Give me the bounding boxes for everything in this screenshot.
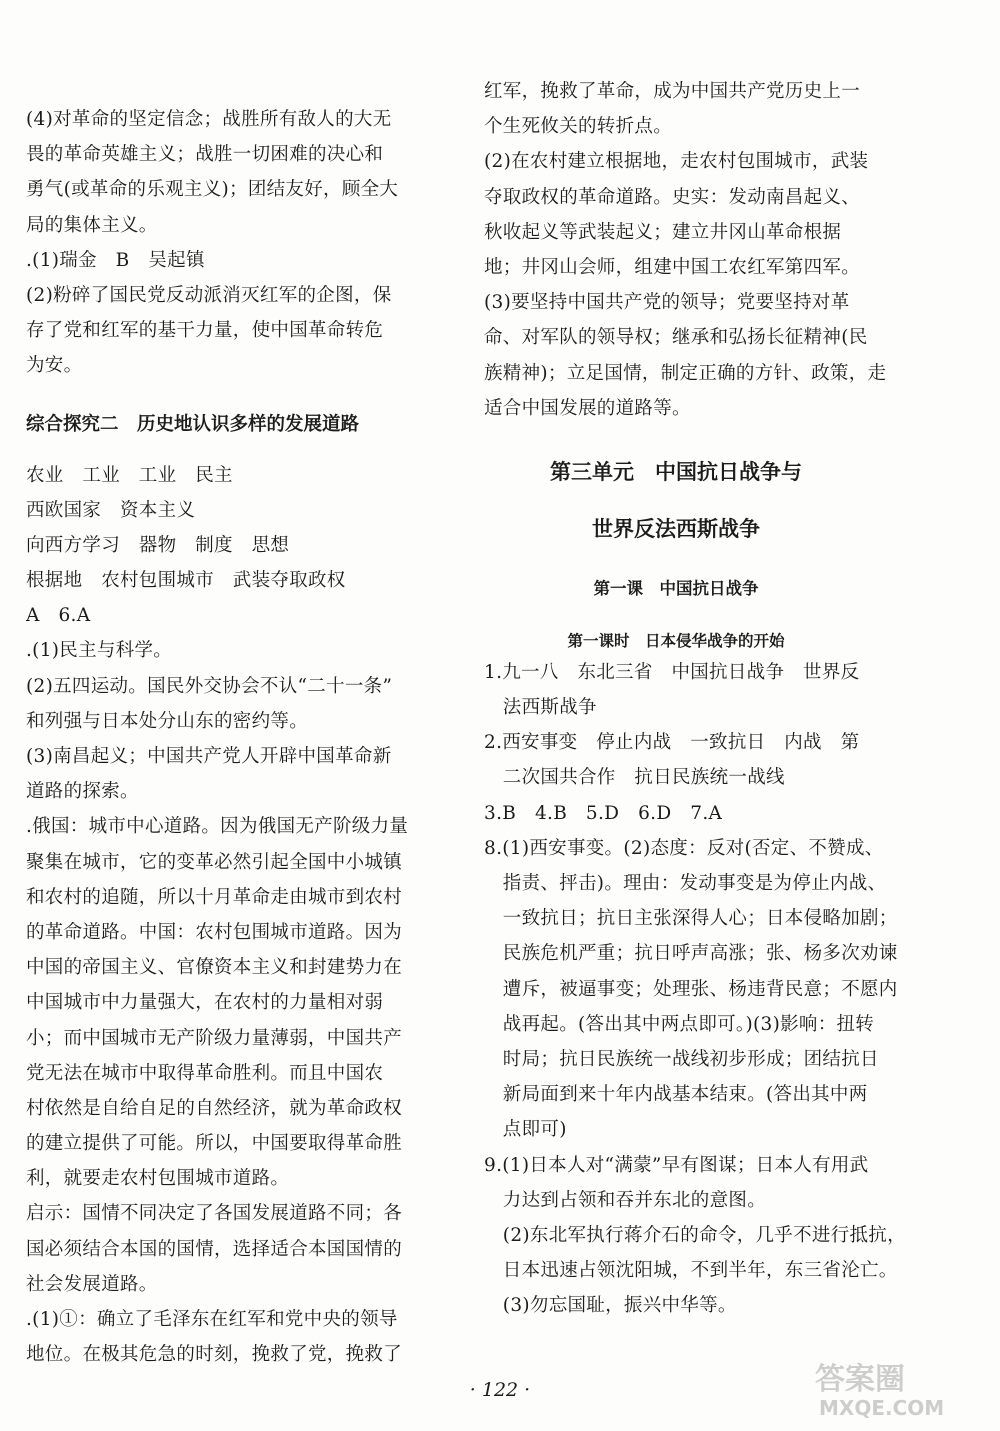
period-title: 第一课时 日本侵华战争的开始 — [567, 631, 785, 650]
text-line: 民族危机严重；抗日呼声高涨；张、杨多次劝谏 — [484, 943, 898, 965]
unit-subtitle: 世界反法西斯战争 — [592, 516, 760, 541]
left-answers-a — [26, 102, 426, 384]
text-line: A 6.A — [26, 605, 91, 627]
text-line: 命、对军队的领导权；继承和弘扬长征精神(民 — [484, 327, 868, 349]
text-line: 国必须结合本国的国情，选择适合本国国情的 — [26, 1238, 403, 1260]
text-line: (3)要坚持中国共产党的领导；党要坚持对革 — [484, 292, 850, 314]
text-line: 的建立提供了可能。所以，中国要取得革命胜 — [26, 1133, 403, 1155]
text-line: 二次国共合作 抗日民族统一战线 — [484, 767, 785, 789]
text-line: 为安。 — [26, 355, 83, 377]
text-line: 党无法在城市中取得革命胜利。而且中国农 — [26, 1062, 384, 1084]
text-line: (3)勿忘国耻，振兴中华等。 — [484, 1295, 737, 1317]
text-line: 1.九一八 东北三省 中国抗日战争 世界反 — [484, 661, 860, 683]
page-number: · 122 · — [469, 1379, 531, 1401]
text-line: 启示：国情不同决定了各国发展道路不同；各 — [26, 1203, 403, 1225]
watermark-top-text: 答案圈 — [815, 1362, 905, 1397]
text-line: 族精神)；立足国情，制定正确的方针、政策，走 — [484, 362, 887, 384]
text-line: 2.西安事变 停止内战 一致抗日 内战 第 — [484, 732, 860, 754]
text-line: .(1)民主与科学。 — [26, 640, 173, 662]
text-line: 夺取政权的革命道路。史实：发动南昌起义、 — [484, 186, 861, 208]
text-line: .(1)①：确立了毛泽东在红军和党中央的领导 — [26, 1309, 398, 1330]
text-line: 道路的探索。 — [26, 781, 139, 803]
text-line: 地位。在极其危急的时刻，挽救了党，挽救了 — [26, 1344, 403, 1366]
text-line: 的革命道路。中国：农村包围城市道路。因为 — [26, 921, 403, 943]
unit-title: 第三单元 中国抗日战争与 — [550, 459, 802, 484]
text-line: 中国城市中力量强大，在农村的力量相对弱 — [26, 992, 384, 1014]
text-line: 和列强与日本处分山东的密约等。 — [26, 710, 309, 732]
text-line: 存了党和红军的基干力量，使中国革命转危 — [26, 320, 384, 342]
text-line: 村依然是自给自足的自然经济，就为革命政权 — [26, 1097, 403, 1119]
text-line: 根据地 农村包围城市 武装夺取政权 — [26, 570, 346, 592]
text-line: (2)东北军执行蒋介石的命令，几乎不进行抵抗， — [484, 1224, 906, 1246]
text-line: 8.(1)西安事变。(2)态度：反对(否定、不赞成、 — [484, 837, 884, 859]
right-column — [484, 74, 906, 1323]
text-line: 新局面到来十年内战基本结束。(答出其中两 — [484, 1084, 868, 1106]
text-line: 3.B 4.B 5.D 6.D 7.A — [484, 802, 723, 824]
text-line: 聚集在城市，它的变革必然引起全国中小城镇 — [26, 851, 403, 873]
watermark-bottom-text: MXQE.COM — [819, 1396, 945, 1420]
right-answers-a — [484, 74, 887, 426]
text-line: 小；而中国城市无产阶级力量薄弱，中国共产 — [26, 1027, 403, 1049]
text-line: (2)粉碎了国民党反动派消灭红军的企图，保 — [26, 284, 392, 306]
left-column — [26, 102, 426, 1372]
left-answers-b — [26, 458, 426, 1373]
text-line: (2)在农村建立根据地，走农村包围城市，武装 — [484, 151, 869, 173]
text-line: 战再起。(答出其中两点即可。)(3)影响：扭转 — [484, 1013, 875, 1035]
text-line: 畏的革命英雄主义；战胜一切困难的决心和 — [26, 144, 384, 166]
text-line: 遭斥，被逼事变；处理张、杨违背民意；不愿内 — [484, 978, 898, 1000]
text-line: 利，就要走农村包围城市道路。 — [26, 1168, 290, 1190]
text-line: 9.(1)日本人对“满蒙”早有图谋；日本人有用武 — [484, 1154, 869, 1176]
watermark-logo — [807, 1353, 982, 1421]
text-line: (4)对革命的坚定信念；战胜所有敌人的大无 — [26, 109, 392, 130]
text-line: 向西方学习 器物 制度 思想 — [26, 534, 290, 556]
text-line: 点即可) — [484, 1119, 567, 1141]
text-line: 指责、抨击)。理由：发动事变是为停止内战、 — [484, 873, 887, 894]
text-line: 力达到占领和吞并东北的意图。 — [484, 1189, 767, 1211]
text-line: 时局；抗日民族统一战线初步形成；团结抗日 — [484, 1048, 879, 1070]
text-line: 一致抗日；抗日主张深得人心；日本侵略加剧； — [484, 908, 898, 930]
text-line: 中国的帝国主义、官僚资本主义和封建势力在 — [26, 957, 403, 979]
text-line: 勇气(或革命的乐观主义)；团结友好，顾全大 — [26, 179, 399, 201]
text-line: 个生死攸关的转折点。 — [484, 116, 673, 138]
text-line: .俄国：城市中心道路。因为俄国无产阶级力量 — [26, 816, 409, 838]
text-line: 和农村的追随，所以十月革命走由城市到农村 — [26, 886, 403, 908]
text-line: 红军，挽救了革命，成为中国共产党历史上一 — [484, 81, 861, 102]
text-line: 社会发展道路。 — [26, 1273, 158, 1295]
text-line: 地；井冈山会师，组建中国工农红军第四军。 — [484, 256, 861, 278]
text-line: 适合中国发展的道路等。 — [484, 397, 691, 419]
lesson-title: 第一课 中国抗日战争 — [593, 578, 759, 598]
text-line: (2)五四运动。国民外交协会不认“二十一条” — [26, 675, 393, 697]
text-line: 日本迅速占领沈阳城，不到半年，东三省沦亡。 — [484, 1260, 898, 1282]
section-heading: 综合探究二 历史地认识多样的发展道路 — [26, 413, 360, 435]
text-line: 局的集体主义。 — [26, 214, 158, 236]
right-answers-b — [484, 655, 906, 1324]
text-line: (3)南昌起义；中国共产党人开辟中国革命新 — [26, 746, 392, 767]
text-line: .(1)瑞金 B 吴起镇 — [26, 249, 205, 271]
text-line: 秋收起义等武装起义；建立井冈山革命根据 — [484, 221, 842, 243]
text-line: 农业 工业 工业 民主 — [26, 464, 233, 486]
text-line: 西欧国家 资本主义 — [26, 499, 196, 521]
text-line: 法西斯战争 — [484, 697, 597, 719]
